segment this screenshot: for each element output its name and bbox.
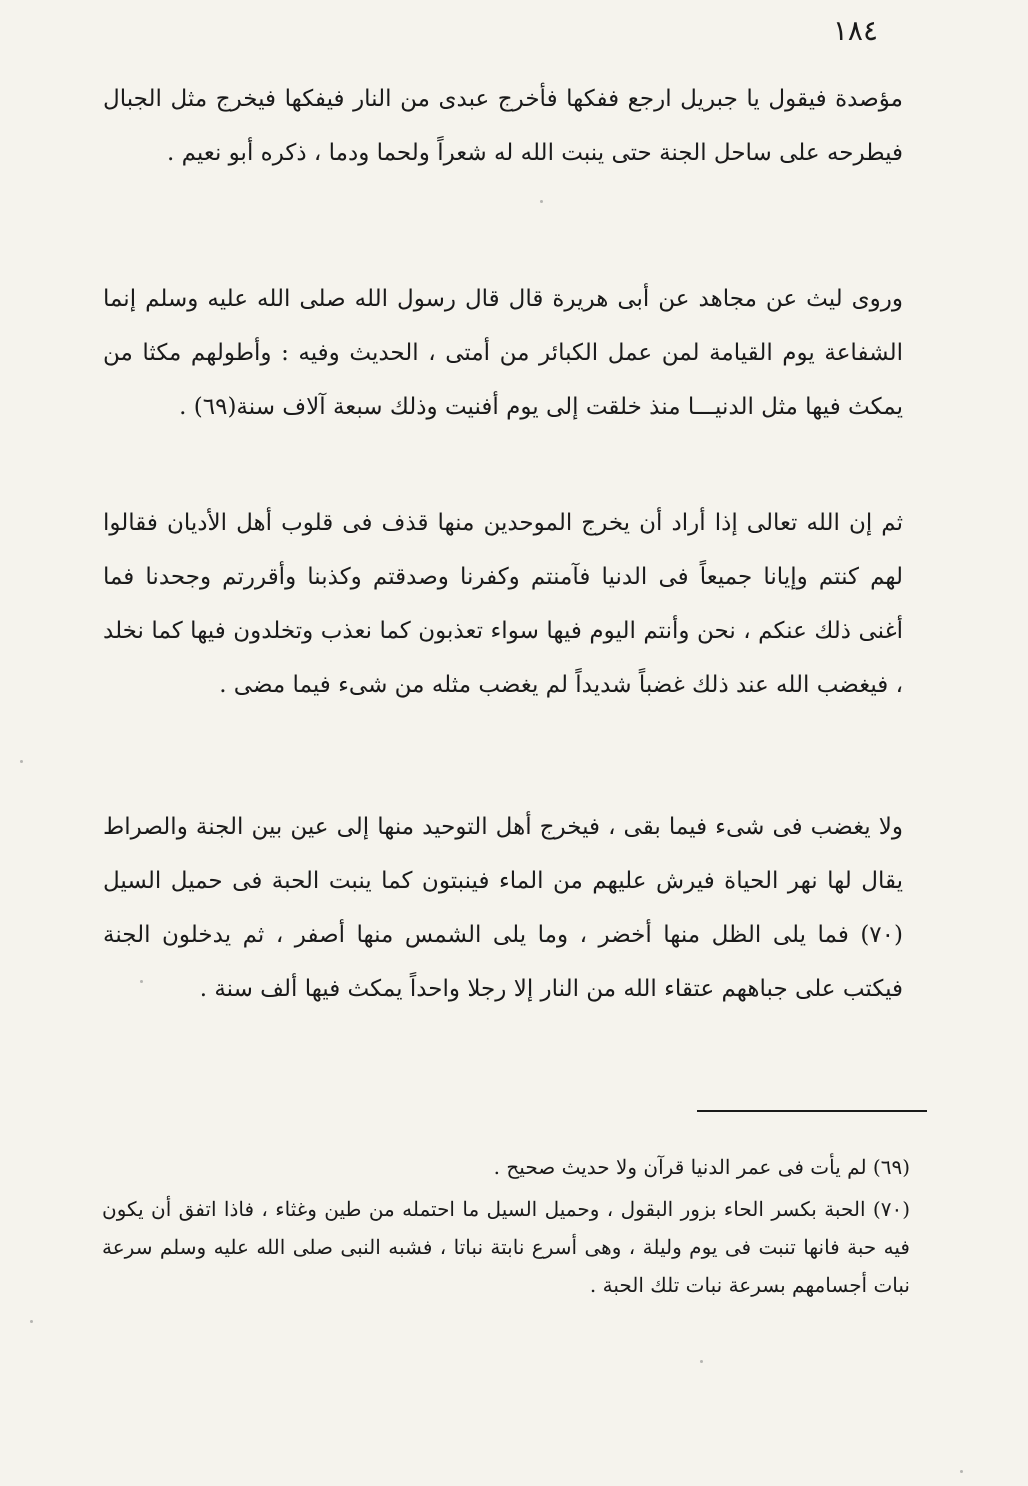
paragraph-text: مؤصدة فيقول يا جبريل ارجع ففكها فأخرج عبدى من النار فيفكها فيخرج مثل الجبال فيطرحه على ساحل الجنة حتى ينبت الله له شعراً ولحما ودما ، ذكره أبو نعيم . xyxy=(103,86,903,166)
scan-speck xyxy=(700,1360,703,1363)
scan-speck xyxy=(140,980,143,983)
scan-speck xyxy=(30,1320,33,1323)
footnote-70: (٧٠) الحبة بكسر الحاء بزور البقول ، وحميل السيل ما احتمله من طين وغثاء ، فاذا اتفق أن يكون فيه حبة فانها تنبت فى يوم وليلة ، وهى أسرع نابتة نباتا ، فشبه النبى صلى الله عليه وسلم سرعة نبات أجسامهم بسرعة نبات تلك الحبة . xyxy=(102,1197,910,1297)
scan-speck xyxy=(20,760,23,763)
paragraph-text: ولا يغضب فى شىء فيما بقى ، فيخرج أهل التوحيد منها إلى عين بين الجنة والصراط يقال لها نهر الحياة فيرش عليهم من الماء فينبتون كما ينبت الحبة فى حميل السيل (٧٠) فما يلى الظل منها أخضر ، وما يلى الشمس منها أصفر ، ثم يدخلون الجنة فيكتب على جباههم عتقاء الله من النار إلا رجلا واحداً يمكث فيها ألف سنة . xyxy=(103,814,903,1002)
paragraph-text: ثم إن الله تعالى إذا أراد أن يخرج الموحدين منها قذف فى قلوب أهل الأديان فقالوا لهم كنتم وإيانا جميعاً فى الدنيا فآمنتم وكفرنا وصدقتم وكذبنا وأقررتم وجحدنا فما أغنى ذلك عنكم ، نحن وأنتم اليوم فيها سواء تعذبون كما نعذب وتخلدون فيها كما نخلد ، فيغضب الله عند ذلك غضباً شديداً لم يغضب مثله من شىء فيما مضى . xyxy=(103,510,903,698)
scan-speck xyxy=(960,1470,963,1473)
paragraph-3 xyxy=(103,496,903,712)
footnote-divider xyxy=(697,1110,927,1112)
page-number: ١٨٤ xyxy=(832,14,878,47)
paragraph-4 xyxy=(103,800,903,1016)
paragraph-1 xyxy=(103,72,903,180)
footnote-69: (٦٩) لم يأت فى عمر الدنيا قرآن ولا حديث صحيح . xyxy=(493,1155,910,1179)
scan-speck xyxy=(540,200,543,203)
footnotes xyxy=(102,1148,910,1308)
paragraph-2 xyxy=(103,272,903,434)
paragraph-text: وروى ليث عن مجاهد عن أبى هريرة قال قال رسول الله صلى الله عليه وسلم إنما الشفاعة يوم القيامة لمن عمل الكبائر من أمتى ، الحديث وفيه : وأطولهم مكثا من يمكث فيها مثل الدنيـــا منذ خلقت إلى يوم أفنيت وذلك سبعة آلاف سنة(٦٩) . xyxy=(103,286,903,420)
